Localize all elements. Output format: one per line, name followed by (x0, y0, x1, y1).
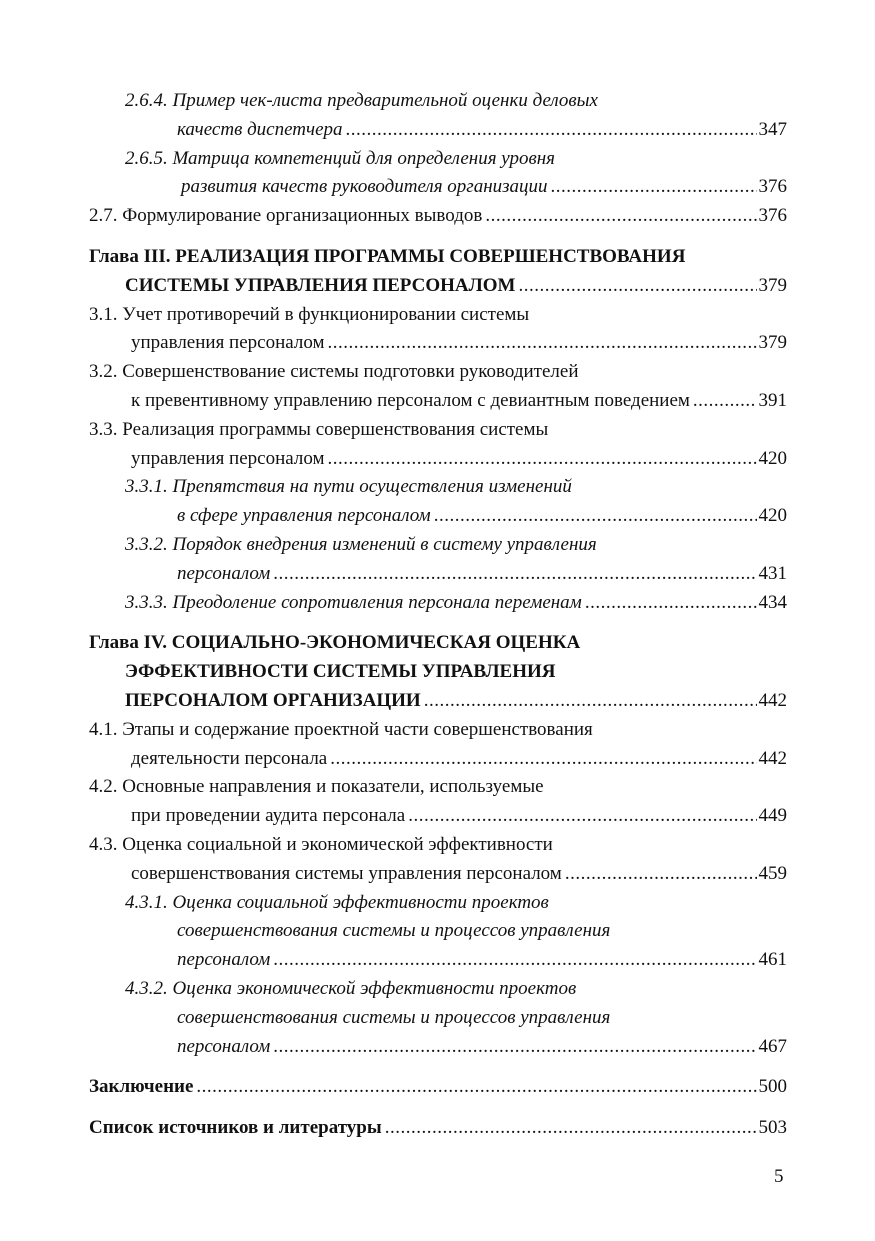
toc-chapter-4 (89, 629, 787, 715)
toc-page-number: 420 (758, 447, 787, 469)
toc-entry-4-1 (89, 716, 787, 774)
toc-entry-title-line: совершенствования системы и процессов управления (177, 920, 611, 942)
toc-entry-4-3 (89, 831, 787, 889)
toc-entry-title-line: 2.6.4. Пример чек-листа предварительной оценки деловых (125, 90, 598, 111)
toc-entry-sources (89, 1114, 787, 1143)
toc-entry-4-3-1 (89, 889, 787, 975)
toc-entry-leader-line: Заключение ..... 500 (89, 1073, 787, 1102)
toc-page-number: 434 (758, 591, 787, 613)
toc-page-number: 431 (758, 562, 787, 584)
toc-entry-leader-line: СИСТЕМЫ УПРАВЛЕНИЯ ПЕРСОНАЛОМ ..... 379 (89, 272, 787, 301)
toc-entry-title-line: 3.3.1. Препятствия на пути осуществления изменений (125, 476, 572, 498)
dot-leader (273, 560, 756, 589)
toc-entry-leader-line: 3.3.3. Преодоление сопротивления персонала переменам ..... 434 (89, 589, 787, 618)
page-number: 5 (774, 1166, 784, 1187)
dot-leader (346, 116, 757, 145)
toc-page-number: 467 (758, 1035, 787, 1057)
dot-leader (485, 202, 756, 231)
toc-entry-leader-line: в сфере управления персоналом ..... 420 (89, 502, 787, 531)
toc-entry-title-line: 4.3.2. Оценка экономической эффективности проектов (125, 977, 577, 999)
toc-chapter-title-line: Глава III. РЕАЛИЗАЦИЯ ПРОГРАММЫ СОВЕРШЕНСТВОВАНИЯ (89, 245, 686, 267)
toc-entry-leader-line: деятельности персонала ..... 442 (89, 745, 787, 774)
toc-entry-leader-line: при проведении аудита персонала ..... 449 (89, 802, 787, 831)
toc-entry-3-3-3 (89, 589, 787, 618)
toc-page-number: 347 (758, 118, 787, 140)
toc-entry-3-3 (89, 416, 787, 474)
toc-entry-3-1 (89, 301, 787, 359)
toc-entry-title-line: 3.1. Учет противоречий в функционировании системы (89, 303, 530, 325)
toc-entry-leader-line: персоналом ..... 431 (89, 560, 787, 589)
toc-entry-leader-line: персоналом ..... 461 (89, 946, 787, 975)
toc-entry-title-line: 3.3.2. Порядок внедрения изменений в систему управления (125, 533, 597, 555)
toc-entry-title-line: 2.6.5. Матрица компетенций для определения уровня (125, 147, 555, 169)
dot-leader (565, 860, 757, 889)
toc-entry-conclusion (89, 1073, 787, 1102)
toc-page-number: 459 (758, 862, 787, 884)
dot-leader (328, 329, 757, 358)
table-of-contents (89, 87, 787, 1143)
toc-entry-title-line: 4.2. Основные направления и показатели, используемые (89, 776, 544, 798)
toc-page-number: 379 (758, 332, 787, 354)
toc-chapter-title-line: Глава IV. СОЦИАЛЬНО-ЭКОНОМИЧЕСКАЯ ОЦЕНКА (89, 632, 581, 654)
toc-entry-leader-line: управления персоналом ..... 420 (89, 445, 787, 474)
dot-leader (551, 173, 757, 202)
dot-leader (585, 589, 757, 618)
dot-leader (408, 802, 756, 831)
dot-leader (434, 502, 757, 531)
toc-entry-title-line: 4.3.1. Оценка социальной эффективности проектов (125, 891, 549, 913)
toc-entry-3-3-1 (89, 473, 787, 531)
toc-entry-title-line: совершенствования системы и процессов управления (177, 1006, 611, 1028)
toc-entry-leader-line: персоналом ..... 467 (89, 1033, 787, 1062)
toc-page-number: 442 (758, 747, 787, 769)
toc-entry-leader-line: к превентивному управлению персоналом с девиантным поведением ..... 391 (89, 387, 787, 416)
toc-entry-3-2 (89, 358, 787, 416)
dot-leader (273, 1033, 756, 1062)
toc-entry-4-2 (89, 773, 787, 831)
toc-entry-3-3-2 (89, 531, 787, 589)
toc-page-number: 449 (758, 805, 787, 827)
toc-entry-title-line: 4.1. Этапы и содержание проектной части совершенствования (89, 718, 593, 740)
toc-entry-leader-line: управления персоналом ..... 379 (89, 329, 787, 358)
dot-leader (328, 445, 757, 474)
toc-page-number: 420 (758, 505, 787, 527)
toc-entry-leader-line: качеств диспетчера ..... 347 (89, 116, 787, 145)
toc-entry-title-line: 3.2. Совершенствование системы подготовки руководителей (89, 361, 579, 383)
toc-page-number: 376 (758, 205, 787, 227)
toc-entry-leader-line: 2.7. Формулирование организационных выводов ..... 376 (89, 202, 787, 231)
toc-entry-leader-line: развития качеств руководителя организации ..... 376 (89, 173, 787, 202)
toc-entry-leader-line: Список источников и литературы ..... 503 (89, 1114, 787, 1143)
dot-leader (330, 745, 756, 774)
toc-page-number: 503 (758, 1117, 787, 1139)
dot-leader (519, 272, 757, 301)
toc-chapter-3 (89, 243, 787, 301)
dot-leader (196, 1073, 756, 1102)
dot-leader (424, 687, 757, 716)
toc-entry-title-line: 3.3. Реализация программы совершенствования системы (89, 418, 549, 440)
toc-page-number: 376 (758, 176, 787, 198)
toc-page-number: 461 (758, 949, 787, 971)
dot-leader (385, 1114, 757, 1143)
toc-entry-2-6-4 (89, 87, 787, 145)
toc-entry-2-7 (89, 202, 787, 231)
toc-page-number: 391 (758, 389, 787, 411)
toc-page-number: 500 (758, 1076, 787, 1098)
toc-chapter-title-line: ЭФФЕКТИВНОСТИ СИСТЕМЫ УПРАВЛЕНИЯ (125, 661, 556, 683)
dot-leader (693, 387, 757, 416)
toc-entry-4-3-2 (89, 975, 787, 1061)
toc-entry-2-6-5 (89, 145, 787, 203)
dot-leader (273, 946, 756, 975)
toc-entry-leader-line: совершенствования системы управления персоналом ..... 459 (89, 860, 787, 889)
toc-entry-title-line: 4.3. Оценка социальной и экономической эффективности (89, 833, 553, 855)
toc-page-number: 379 (758, 274, 787, 296)
toc-page-number: 442 (758, 689, 787, 711)
toc-entry-leader-line: ПЕРСОНАЛОМ ОРГАНИЗАЦИИ ..... 442 (89, 687, 787, 716)
